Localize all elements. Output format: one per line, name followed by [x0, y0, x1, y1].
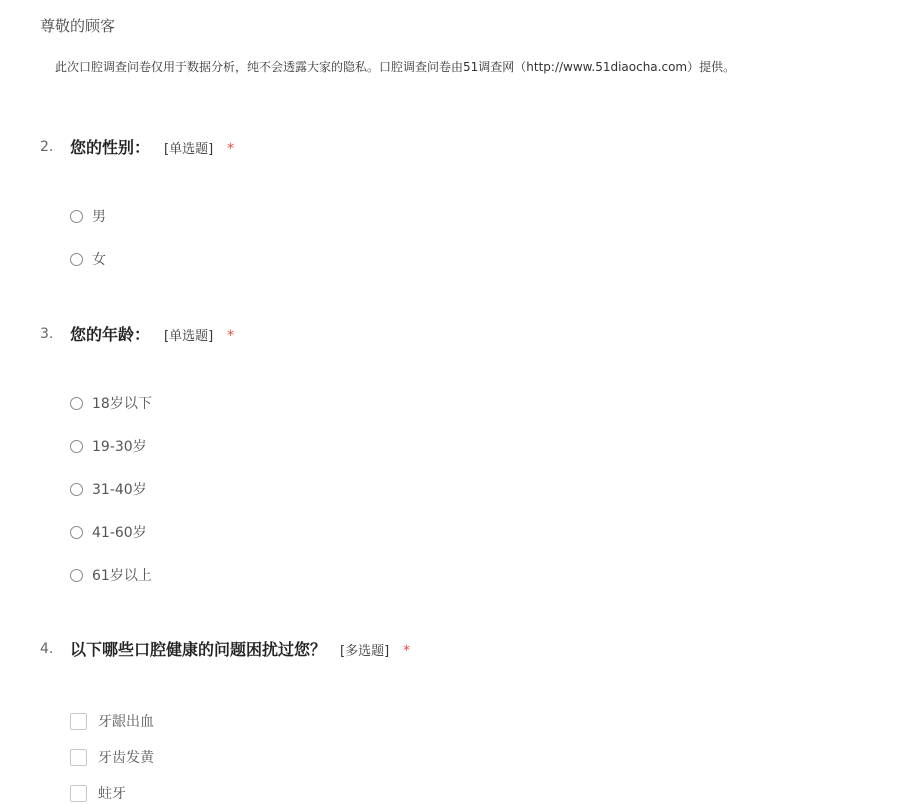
question-header — [0, 637, 900, 665]
question-age — [0, 322, 900, 350]
option-age-41-60[interactable] — [70, 521, 147, 543]
option-label: 男 — [92, 209, 106, 225]
radio-button[interactable] — [70, 526, 83, 539]
survey-intro: 此次口腔调查问卷仅用于数据分析，纯不会透露大家的隐私。口腔调查问卷由51调查网（http://www.51diaocha.com）提供。 — [55, 60, 736, 74]
question-oral-problems — [0, 637, 900, 665]
radio-button[interactable] — [70, 569, 83, 582]
question-title-text: 您的性别： — [70, 138, 151, 157]
question-title-text: 您的年龄： — [70, 325, 151, 344]
option-age-over-61[interactable] — [70, 564, 152, 586]
checkbox[interactable] — [70, 713, 87, 730]
radio-button[interactable] — [70, 253, 83, 266]
option-yellow-teeth[interactable] — [70, 746, 154, 768]
radio-button[interactable] — [70, 210, 83, 223]
option-label: 牙龈出血 — [98, 714, 154, 730]
option-gender-male[interactable] — [70, 205, 106, 227]
option-label: 61岁以上 — [92, 568, 152, 584]
option-label: 18岁以下 — [92, 396, 152, 412]
option-age-under-18[interactable] — [70, 392, 152, 414]
checkbox[interactable] — [70, 749, 87, 766]
question-number: 4. — [40, 641, 54, 657]
question-header — [0, 322, 900, 350]
option-gum-bleeding[interactable] — [70, 710, 154, 732]
question-title — [70, 135, 234, 158]
radio-button[interactable] — [70, 440, 83, 453]
question-title — [70, 637, 410, 660]
question-number: 3. — [40, 326, 54, 342]
option-label: 女 — [92, 252, 106, 268]
question-type-tag: [多选题] — [340, 644, 390, 659]
question-type-tag: [单选题] — [164, 329, 214, 344]
option-age-31-40[interactable] — [70, 478, 147, 500]
question-number: 2. — [40, 139, 54, 155]
radio-button[interactable] — [70, 397, 83, 410]
required-marker: * — [403, 643, 411, 659]
question-title — [70, 322, 234, 345]
question-type-tag: [单选题] — [164, 142, 214, 157]
question-header — [0, 135, 900, 163]
option-label: 蛀牙 — [98, 786, 126, 802]
option-label: 19-30岁 — [92, 439, 147, 455]
required-marker: * — [227, 141, 235, 157]
option-label: 牙齿发黄 — [98, 750, 154, 766]
page-greeting: 尊敬的顾客 — [40, 17, 116, 35]
option-gender-female[interactable] — [70, 248, 106, 270]
option-age-19-30[interactable] — [70, 435, 147, 457]
radio-button[interactable] — [70, 483, 83, 496]
checkbox[interactable] — [70, 785, 87, 802]
question-gender — [0, 135, 900, 163]
option-tooth-decay[interactable] — [70, 782, 126, 804]
question-title-text: 以下哪些口腔健康的问题困扰过您？ — [70, 640, 327, 659]
option-label: 41-60岁 — [92, 525, 147, 541]
required-marker: * — [227, 328, 235, 344]
option-label: 31-40岁 — [92, 482, 147, 498]
